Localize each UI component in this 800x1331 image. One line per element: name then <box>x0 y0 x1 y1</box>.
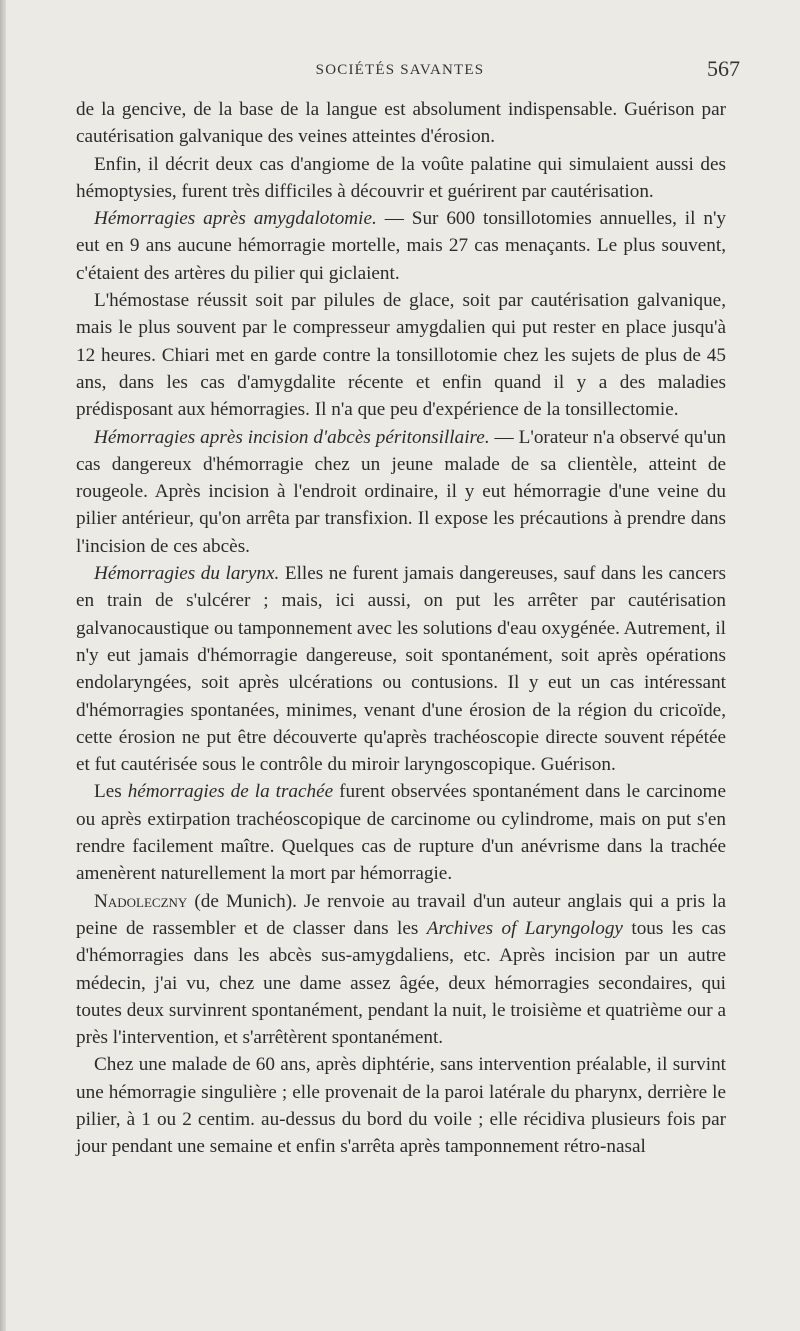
section-heading: Hémorragies après incision d'abcès péritonsillaire. <box>94 426 490 448</box>
paragraph-text: — L'orateur n'a observé qu'un cas dangereux d'hémorragie chez un jeune malade de sa clientèle, atteint de rougeole. Après incision à l'endroit ordinaire, il y eut hémorragie d'une veine du pilier antérieur, qu'on arrêta par transfixion. Il expose les précautions à prendre dans l'incision de ces abcès. <box>76 426 727 557</box>
page-header <box>60 56 740 86</box>
paragraph-text: de la gencive, de la base de la langue est absolument indispensable. Guérison par cautérisation galvanique des veines atteintes d'érosion. <box>76 99 726 148</box>
paragraph-text: L'hémostase réussit soit par pilules de glace, soit par cautérisation galvanique, mais le plus souvent par le compresseur amygdalien qui put rester en place jusqu'à 12 heures. Chiari met en garde contre la tonsillotomie chez les sujets de plus de 45 ans, dans les cas d'amygdalite récente et enfin quand il y a des maladies prédisposant aux hémorragies. Il n'a que peu d'expérience de la tonsillectomie. <box>76 290 726 421</box>
paragraph-text: Elles ne furent jamais dangereuses, sauf dans les cancers en train de s'ulcérer ; mais, ici aussi, on put les arrêter par cautérisation galvanocaustique ou tamponnement avec les solutions d'eau oxygénée. Autrement, il n'y eut jamais d'hémorragie dangereuse, soit spontanément, soit après opérations endolaryngées, soit après ulcérations ou contusions. Il y eut un cas intéressant d'hémorragies spontanées, minimes, venant d'une érosion de la région du cricoïde, cette érosion ne put être découverte qu'après trachéoscopie directe souvent répétée et fut cautérisée sous le contrôle du miroir laryngoscopique. Guérison. <box>76 563 727 776</box>
page-binding-shadow <box>0 0 6 1331</box>
paragraph-text: furent observées spontanément dans le carcinome ou après extirpation trachéoscopique de carcinome ou cylindrome, mais on put s'en rendre facilement maître. Quelques cas de rupture d'un anévrisme dans la trachée amenèrent naturellement la mort par hémorragie. <box>76 781 726 885</box>
page-number: 567 <box>707 56 740 81</box>
paragraph-text: — Sur 600 tonsillotomies annuelles, il n'y eut en 9 ans aucune hémorragie mortelle, mais 27 cas menaçants. Le plus souvent, c'étaient des artères du pilier qui giclaient. <box>76 208 727 284</box>
paragraph-text: tous les cas d'hémorragies dans les abcès sus-amygdaliens, etc. Après incision par un autre médecin, j'ai vu, chez une dame assez âgée, deux hémorragies secondaires, qui toutes deux survinrent spontanément, pendant la nuit, le troisième et quatrième our a près l'intervention, et s'arrêtèrent spontanément. <box>76 917 726 1049</box>
paragraph <box>76 888 726 1052</box>
paragraph <box>76 205 726 287</box>
journal-title: Archives of Laryngology <box>426 917 623 939</box>
paragraph <box>76 287 726 423</box>
paragraph <box>76 778 726 887</box>
section-heading: Hémorragies du larynx. <box>94 563 280 585</box>
section-heading: Hémorragies après amygdalotomie. <box>94 208 377 230</box>
section-heading: hémorragies de la trachée <box>127 781 334 803</box>
paragraph-text: Les <box>94 781 128 803</box>
body-text <box>76 96 726 1161</box>
paragraph <box>76 1051 726 1160</box>
paragraph-text: Chez une malade de 60 ans, après diphtérie, sans intervention préalable, il survint une hémorragie singulière ; elle provenait de la paroi latérale du pharynx, derrière le pilier, à 1 ou 2 centim. au-dessus du bord du voile ; elle récidiva plusieurs fois par jour pendant une semaine et enfin s'arrêta après tamponnement rétro-nasal <box>76 1054 726 1158</box>
paragraph-text: Enfin, il décrit deux cas d'angiome de la voûte palatine qui simulaient aussi des hémoptysies, furent très difficiles à découvrir et guérirent par cautérisation. <box>76 153 726 202</box>
running-head: SOCIÉTÉS SAVANTES <box>315 62 485 78</box>
paragraph <box>76 151 726 206</box>
paragraph <box>76 96 726 151</box>
paragraph <box>76 560 726 778</box>
paragraph-text: (de Munich). Je renvoie au travail d'un auteur anglais qui a pris la peine de rassembler et de classer dans les <box>76 890 726 939</box>
speaker-name: Nadoleczny <box>94 890 188 912</box>
paragraph <box>76 424 726 560</box>
